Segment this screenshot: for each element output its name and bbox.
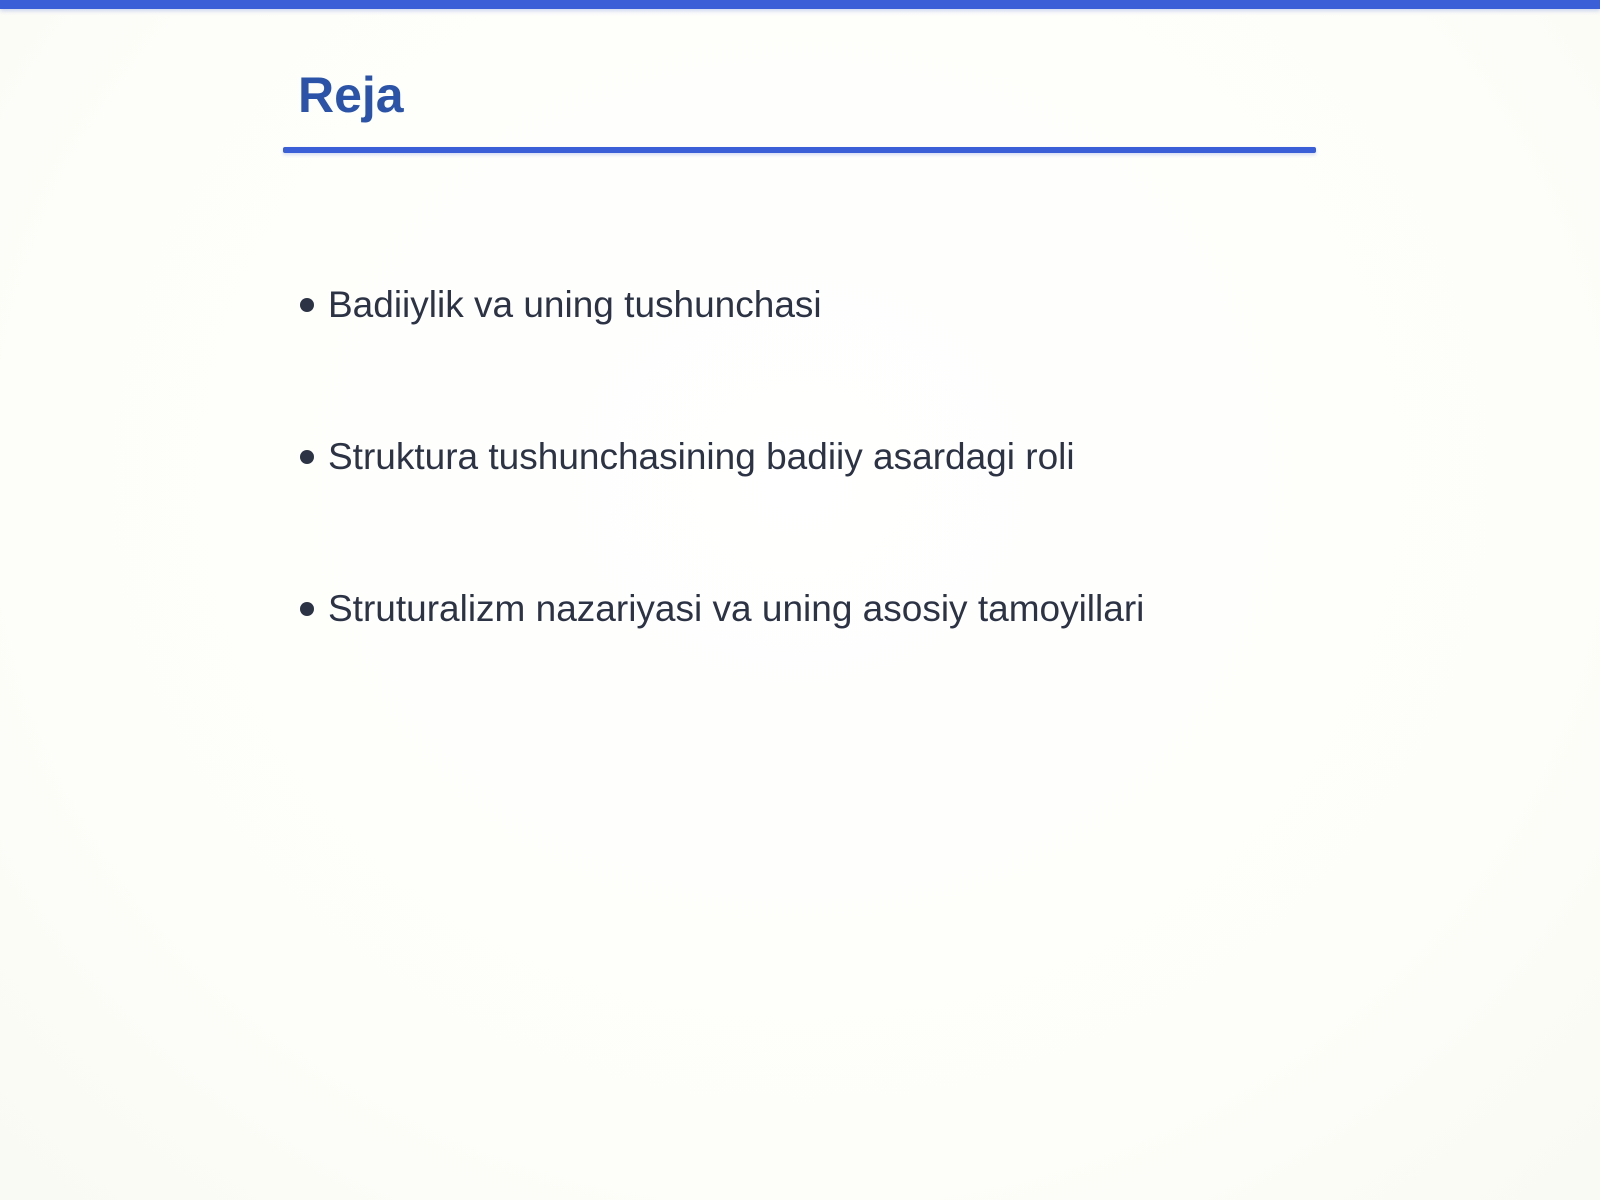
bullet-dot-icon: [300, 450, 314, 464]
bullet-dot-icon: [300, 298, 314, 312]
bullet-text: Struktura tushunchasining badiiy asardagi roli: [328, 436, 1075, 477]
bullet-item: [300, 584, 1320, 634]
bullet-dot-icon: [300, 602, 314, 616]
slide-title: Reja: [298, 67, 404, 123]
bullet-item: [300, 280, 1320, 330]
bullet-text: Struturalizm nazariyasi va uning asosiy tamoyillari: [328, 588, 1145, 629]
top-accent-bar: [0, 0, 1600, 9]
bullet-text: Badiiylik va uning tushunchasi: [328, 284, 822, 325]
title-underline: [283, 147, 1316, 153]
bullet-item: [300, 432, 1320, 482]
bullet-list: [300, 280, 1320, 736]
